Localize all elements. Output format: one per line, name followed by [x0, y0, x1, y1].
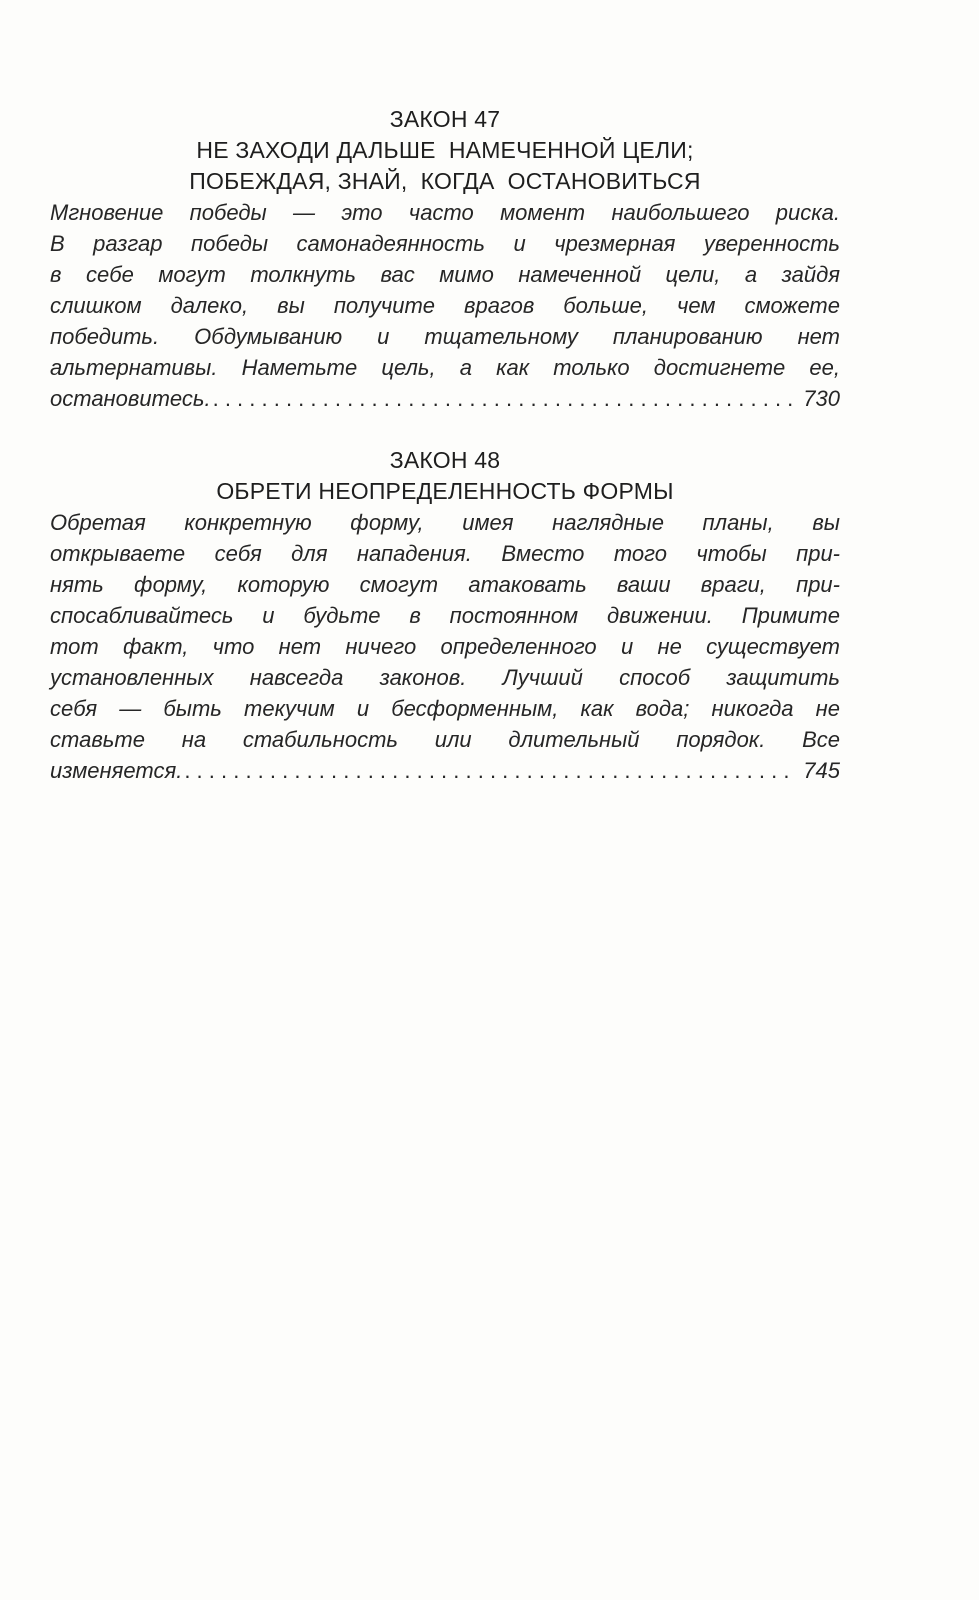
law-body-line: остановитесь.: [50, 386, 211, 411]
law-body-line: изменяется.: [50, 758, 183, 783]
law-body-line: тот факт, что нет ничего определенного и не существует: [50, 634, 840, 659]
law-body-line: Обретая конкретную форму, имея наглядные планы, вы: [50, 510, 840, 535]
law-48-section: [50, 445, 840, 786]
law-title-line: НЕ ЗАХОДИ ДАЛЬШЕ НАМЕЧЕННОЙ ЦЕЛИ;: [196, 137, 694, 163]
law-body-line: Мгновение победы — это часто момент наибольшего риска.: [50, 200, 840, 225]
page-number: 745: [803, 758, 840, 783]
dot-leader: [213, 383, 798, 414]
law-body-line: победить. Обдумыванию и тщательному планированию нет: [50, 324, 840, 349]
dot-leader: [184, 755, 797, 786]
law-body-line: В разгар победы самонадеянность и чрезмерная уверенность: [50, 231, 840, 256]
law-title-line: ПОБЕЖДАЯ, ЗНАЙ, КОГДА ОСТАНОВИТЬСЯ: [189, 168, 701, 194]
law-body-line: ставьте на стабильность или длительный порядок. Все: [50, 727, 840, 752]
law-body-line: слишком далеко, вы получите врагов больше, чем сможете: [50, 293, 840, 318]
law-body-line: открываете себя для нападения. Вместо того чтобы при-: [50, 541, 840, 566]
page-number: 730: [803, 386, 840, 411]
law-body-line: установленных навсегда законов. Лучший способ защитить: [50, 665, 840, 690]
toc-entry-last-line: [50, 755, 840, 786]
law-body-line: себя — быть текучим и бесформенным, как вода; никогда не: [50, 696, 840, 721]
law-body-line: нять форму, которую смогут атаковать ваши враги, при-: [50, 572, 840, 597]
law-47-section: [50, 104, 840, 414]
law-body-line: альтернативы. Наметьте цель, а как только достигнете ее,: [50, 355, 840, 380]
toc-entry-last-line: [50, 383, 840, 414]
law-body-line: спосабливайтесь и будьте в постоянном движении. Примите: [50, 603, 840, 628]
law-number: ЗАКОН 47: [389, 106, 501, 132]
law-body-line: в себе могут толкнуть вас мимо намеченной цели, а зайдя: [50, 262, 840, 287]
law-title-line: ОБРЕТИ НЕОПРЕДЕЛЕННОСТЬ ФОРМЫ: [216, 478, 674, 504]
law-number: ЗАКОН 48: [389, 447, 501, 473]
